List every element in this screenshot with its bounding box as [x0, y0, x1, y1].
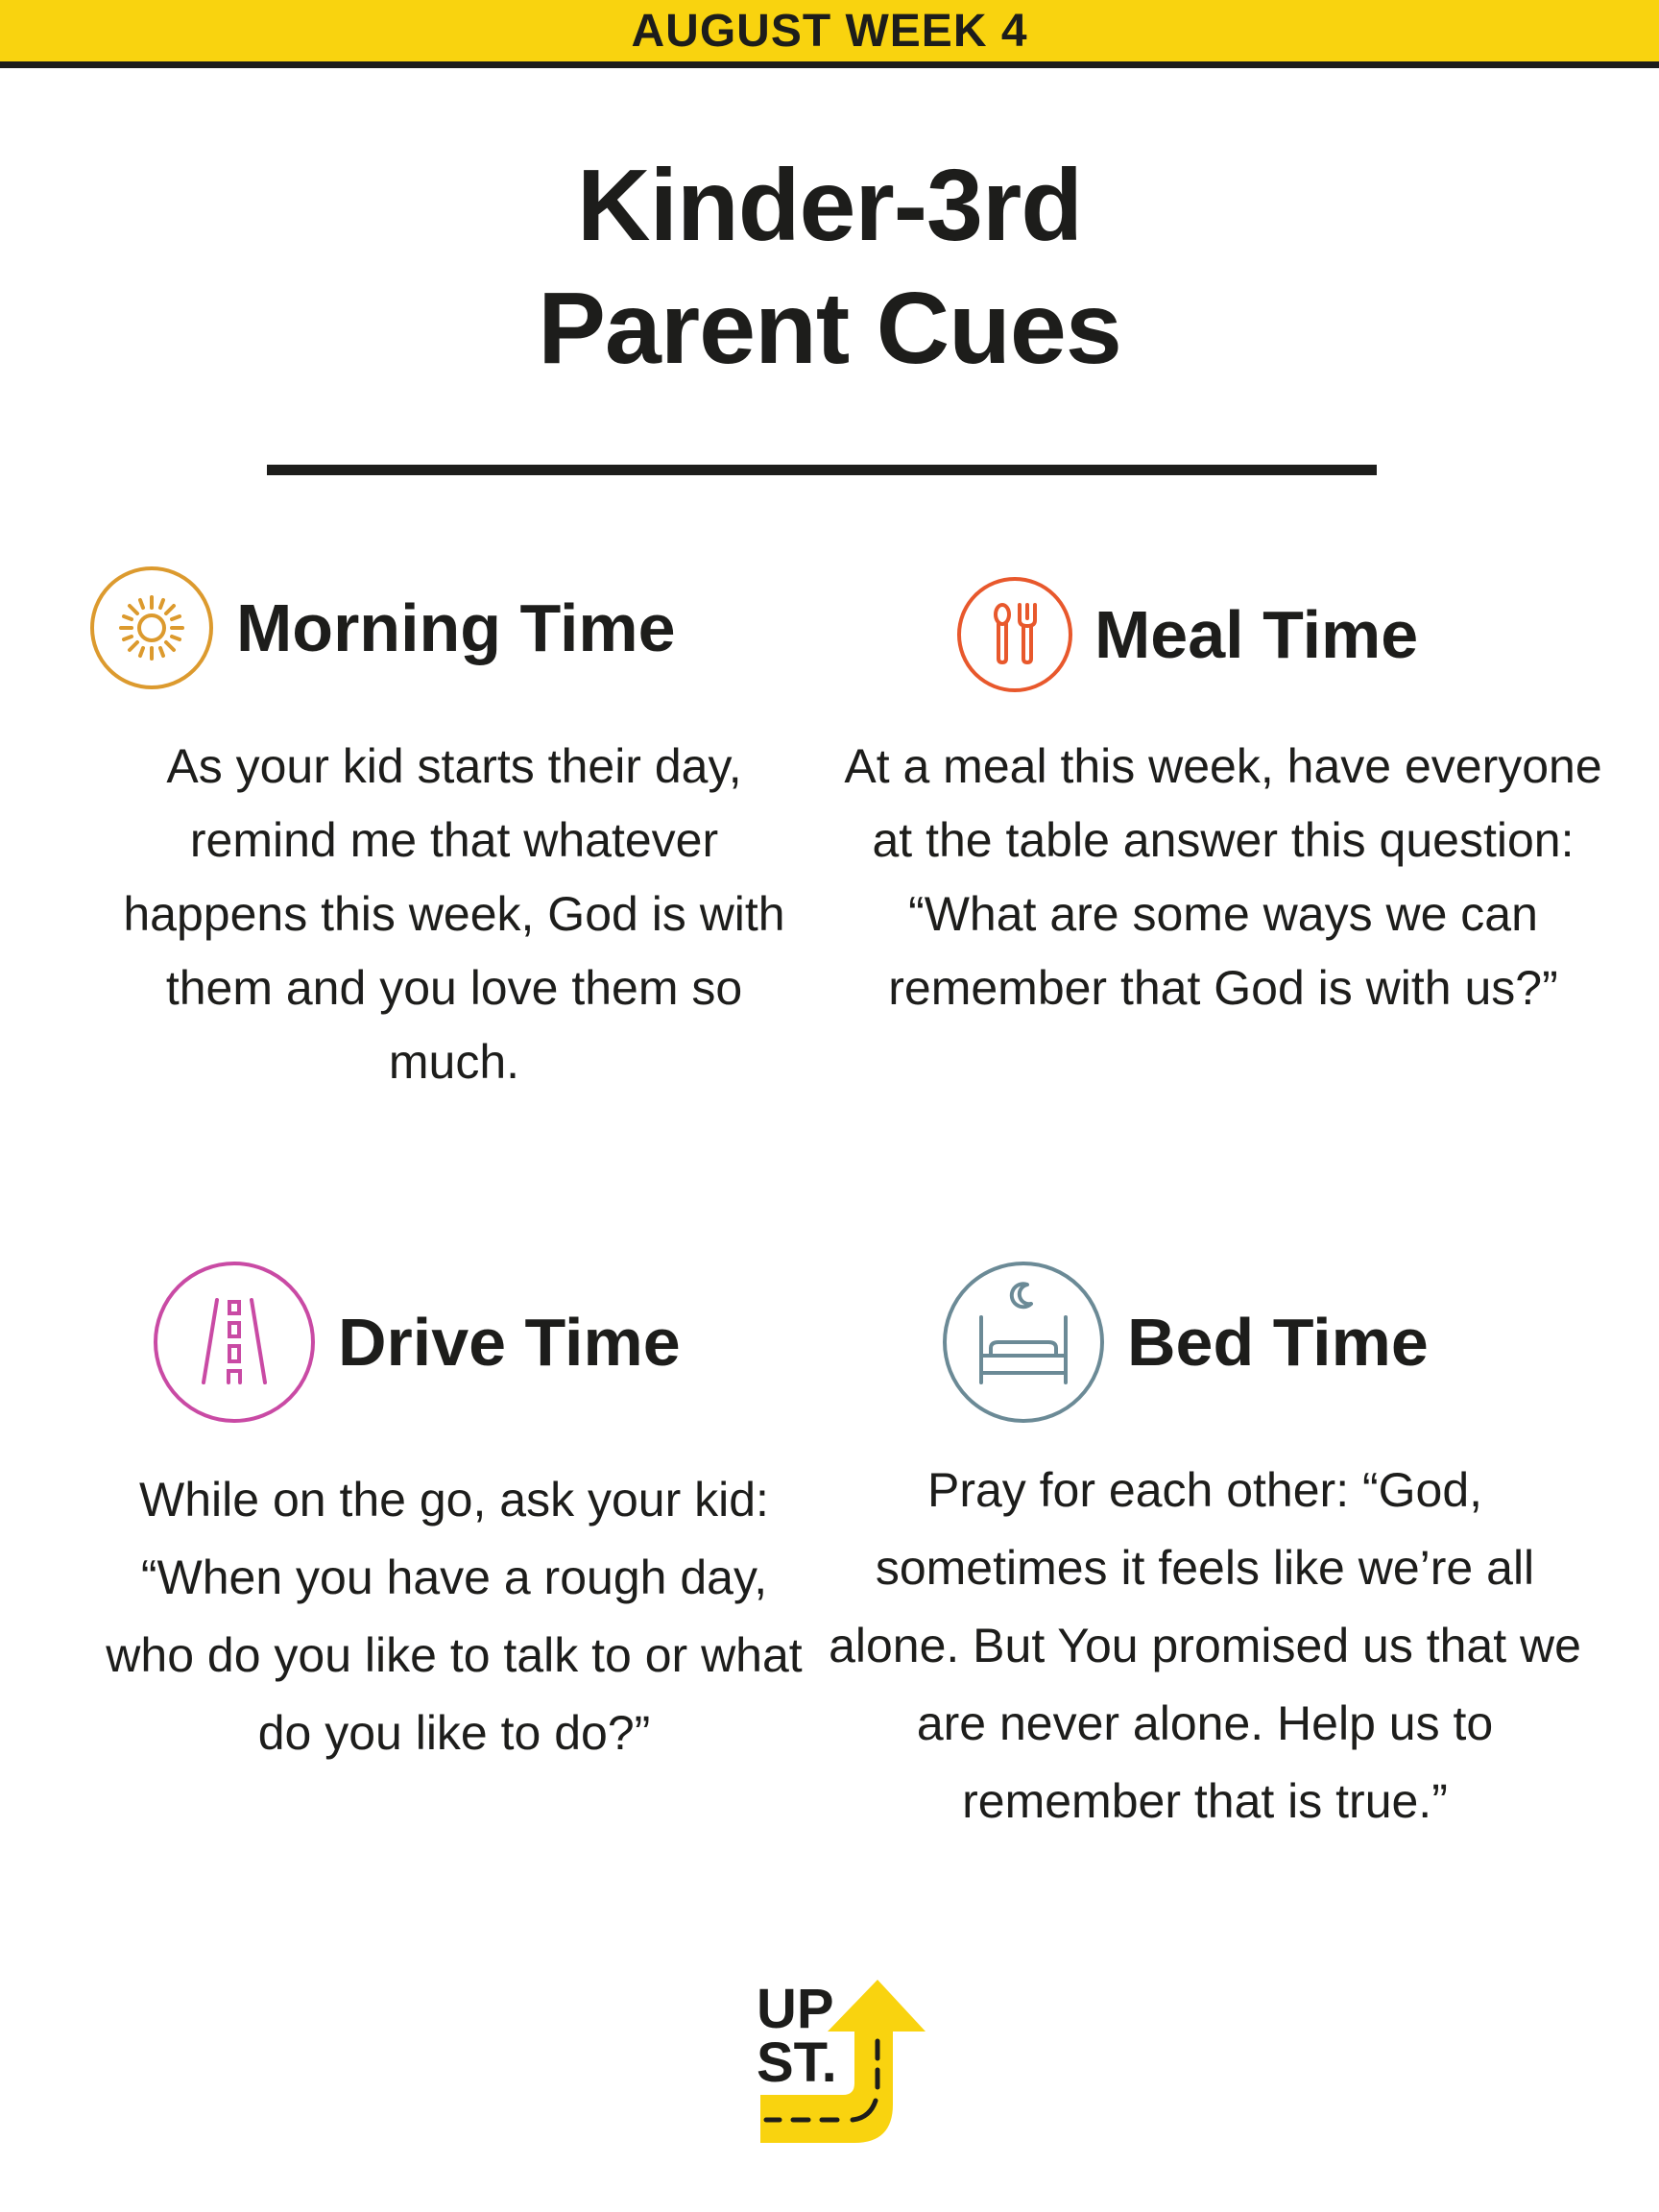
- utensils-icon: [956, 576, 1073, 693]
- top-banner: [0, 0, 1659, 68]
- morning-time-heading: [88, 565, 676, 691]
- title-line-1: Kinder-3rd: [577, 149, 1082, 262]
- drive-time-heading: [152, 1260, 681, 1425]
- meal-time-text: At a meal this week, have everyone at the table answer this question: “What are some ways we can remember that God is with us?”: [844, 739, 1602, 1015]
- logo-graphic: [755, 1978, 927, 2151]
- banner-title: AUGUST WEEK 4: [631, 5, 1028, 57]
- sun-icon: [88, 565, 215, 691]
- bed-time-text: Pray for each other: “God, sometimes it feels like we’re all alone. But You promised us that we are never alone. Help us to remember that is true.”: [829, 1463, 1581, 1828]
- bed-icon: [941, 1260, 1106, 1425]
- bed-time-label: Bed Time: [1127, 1305, 1429, 1380]
- page-title: [0, 144, 1659, 390]
- upstreet-logo: [755, 1978, 927, 2155]
- logo-line-1: UP: [757, 1978, 834, 2040]
- bed-time-heading: [941, 1260, 1429, 1425]
- drive-time-text: While on the go, ask your kid: “When you have a rough day, who do you like to talk to or what do you like to do?”: [106, 1473, 803, 1760]
- meal-time-label: Meal Time: [1094, 597, 1419, 672]
- morning-time-label: Morning Time: [236, 590, 676, 665]
- morning-time-text: As your kid starts their day, remind me that whatever happens this week, God is with them and you love them so much.: [123, 739, 785, 1089]
- road-icon: [152, 1260, 317, 1425]
- title-line-2: Parent Cues: [538, 272, 1121, 385]
- meal-time-heading: [956, 576, 1418, 693]
- drive-time-label: Drive Time: [338, 1305, 681, 1380]
- logo-line-2: ST.: [757, 2032, 837, 2094]
- title-divider: [267, 465, 1377, 475]
